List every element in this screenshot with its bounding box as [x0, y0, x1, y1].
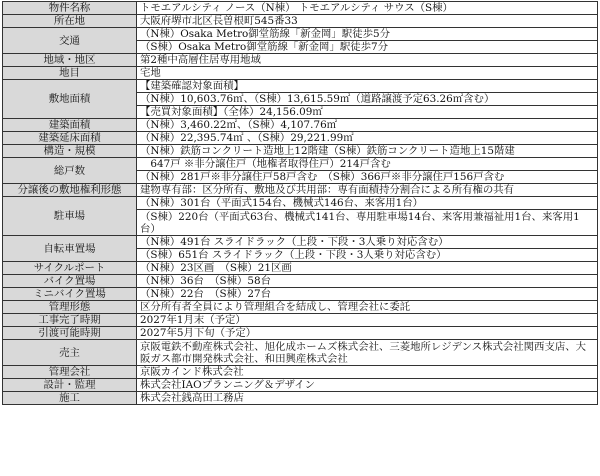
row-land-category: [3, 67, 598, 80]
value-construction: 株式会社銭高田工務店: [137, 392, 598, 405]
row-minibike: [3, 288, 598, 301]
row-site-area-1: [3, 80, 598, 93]
label-design: 設計・監理: [3, 379, 137, 392]
value-zoning: 第2種中高層住居専用地域: [137, 54, 598, 67]
label-management-form: 管理形態: [3, 301, 137, 314]
label-cycleport: サイクルポート: [3, 262, 137, 275]
row-structure: [3, 145, 598, 158]
value-bicycle-s: （S棟）651台 スライドラック（上段・下段・3人乗り対応含む）: [137, 249, 598, 262]
value-completion: 2027年1月末（予定）: [137, 314, 598, 327]
row-building-area: [3, 119, 598, 132]
value-transport-n: （N棟）Osaka Metro御堂筋線「新金岡」駅徒歩5分: [137, 28, 598, 41]
property-info-table: [2, 1, 598, 405]
value-seller: 京阪電鉄不動産株式会社、旭化成ホームズ株式会社、三菱地所レジデンス株式会社関西支店、大阪ガス都市開発株式会社、和田興産株式会社: [137, 340, 598, 366]
label-site-area: 敷地面積: [3, 80, 137, 119]
value-site-area-detail: （N棟）10,603.76㎡、（S棟）13,615.59㎡（道路譲渡予定63.26㎡含む）: [137, 93, 598, 106]
label-management-company: 管理会社: [3, 366, 137, 379]
value-management-company: 京阪カインド株式会社: [137, 366, 598, 379]
label-building-area: 建築面積: [3, 119, 137, 132]
label-delivery: 引渡可能時期: [3, 327, 137, 340]
value-minibike: （N棟）22台 （S棟）27台: [137, 288, 598, 301]
value-site-area-heading: 【建築確認対象面積】: [137, 80, 598, 93]
label-minibike: ミニバイク置場: [3, 288, 137, 301]
row-design: [3, 379, 598, 392]
row-bike: [3, 275, 598, 288]
label-address: 所在地: [3, 15, 137, 28]
value-parking-n: （N棟）301台（平面式154台、機械式146台、来客用1台）: [137, 197, 598, 210]
value-building-area: （N棟）3,460.22㎡、（S棟）4,107.76㎡: [137, 119, 598, 132]
row-parking-n: [3, 197, 598, 210]
label-bike: バイク置場: [3, 275, 137, 288]
label-rights: 分譲後の敷地権利形態: [3, 184, 137, 197]
value-rights: 建物専有部：区分所有、敷地及び共用部：専有面積持分割合による所有権の共有: [137, 184, 598, 197]
row-management-company: [3, 366, 598, 379]
row-cycleport: [3, 262, 598, 275]
value-site-area-sale: 【売買対象面積】（全体）24,156.09㎡: [137, 106, 598, 119]
row-rights: [3, 184, 598, 197]
row-address: [3, 15, 598, 28]
value-cycleport: （N棟）23区画 （S棟）21区画: [137, 262, 598, 275]
row-construction: [3, 392, 598, 405]
label-construction: 施工: [3, 392, 137, 405]
value-design: 株式会社IAOプランニング＆デザイン: [137, 379, 598, 392]
value-address: 大阪府堺市北区長曽根町545番33: [137, 15, 598, 28]
row-floor-area: [3, 132, 598, 145]
label-units: 総戸数: [3, 158, 137, 184]
label-bicycle: 自転車置場: [3, 236, 137, 262]
value-parking-s: （S棟）220台（平面式63台、機械式141台、専用駐車場14台、来客用兼福祉用1台、来客用1台）: [137, 210, 598, 236]
value-delivery: 2027年5月下旬（予定）: [137, 327, 598, 340]
value-structure: （N棟）鉄筋コンクリート造地上12階建（S棟）鉄筋コンクリート造地上15階建: [137, 145, 598, 158]
label-completion: 工事完了時期: [3, 314, 137, 327]
value-bike: （N棟）36台 （S棟）58台: [137, 275, 598, 288]
label-land-category: 地目: [3, 67, 137, 80]
value-units-breakdown: （N棟）281戸※非分譲住戸58戸含む （S棟）366戸※非分譲住戸156戸含む: [137, 171, 598, 184]
value-floor-area: （N棟）22,395.74㎡ 、（S棟）29,221.99㎡: [137, 132, 598, 145]
value-land-category: 宅地: [137, 67, 598, 80]
value-transport-s: （S棟）Osaka Metro御堂筋線「新金岡」駅徒歩7分: [137, 41, 598, 54]
value-management-form: 区分所有者全員により管理組合を結成し、管理会社に委託: [137, 301, 598, 314]
label-structure: 構造・規模: [3, 145, 137, 158]
row-zoning: [3, 54, 598, 67]
value-bicycle-n: （N棟）491台 スライドラック（上段・下段・3人乗り対応含む）: [137, 236, 598, 249]
row-units-1: [3, 158, 598, 171]
row-management-form: [3, 301, 598, 314]
label-floor-area: 建築延床面積: [3, 132, 137, 145]
row-delivery: [3, 327, 598, 340]
value-units-total: 647戸 ※非分譲住戸（地権者取得住戸）214戸含む: [137, 158, 598, 171]
label-parking: 駐車場: [3, 197, 137, 236]
row-transport-n: [3, 28, 598, 41]
value-property-name: トモエアルシティ ノース（N棟） トモエアルシティ サウス（S棟）: [137, 2, 598, 15]
label-zoning: 地域・地区: [3, 54, 137, 67]
label-transport: 交通: [3, 28, 137, 54]
row-seller: [3, 340, 598, 366]
label-property-name: 物件名称: [3, 2, 137, 15]
label-seller: 売主: [3, 340, 137, 366]
row-bicycle-n: [3, 236, 598, 249]
row-name: [3, 2, 598, 15]
row-completion: [3, 314, 598, 327]
